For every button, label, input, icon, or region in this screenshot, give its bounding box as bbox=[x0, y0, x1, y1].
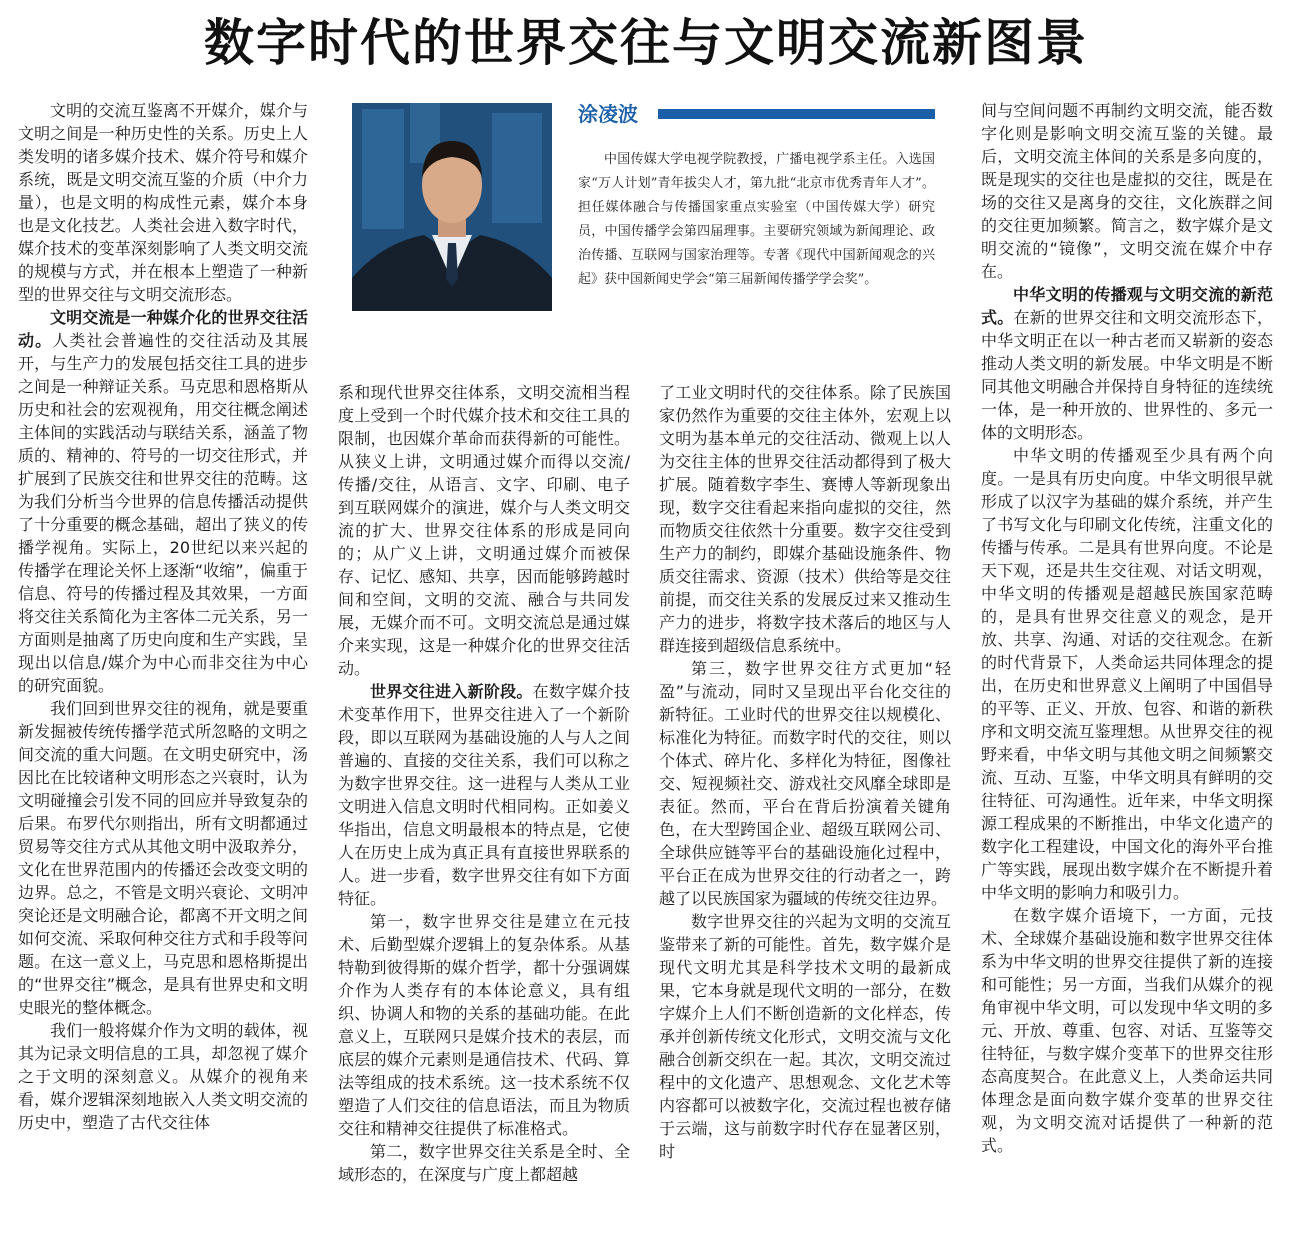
author-name-rule bbox=[658, 109, 935, 119]
paragraph bbox=[338, 680, 630, 910]
author-bio: 中国传媒大学电视学院教授，广播电视学系主任。入选国家“万人计划”青年拔尖人才，第九批“北京市优秀青年人才”。担任媒体融合与传播国家重点实验室（中国传媒大学）研究员，中国传播学会第四届理事。主要研究领域为新闻理论、政治传播、互联网与国家治理等。专著《现代中国新闻观念的兴起》获中国新闻史学会“第三届新闻传播学学会奖”。 bbox=[578, 152, 935, 287]
paragraph: 系和现代世界交往体系，文明交流相当程度上受到一个时代媒介技术和交往工具的限制，也因媒介革命而获得新的可能性。从狭义上讲，文明通过媒介而得以交流/传播/交往，从语言、文字、印刷、电子到互联网媒介的演进，媒介与人类文明交流的扩大、世界交往体系的形成是同向的；从广义上讲，文明通过媒介而被保存、记忆、感知、共享，因而能够跨越时间和空间，文明的交流、融合与共同发展，无媒介而不可。文明交流总是通过媒介来实现，这是一种媒介化的世界交往活动。 bbox=[338, 383, 630, 678]
article-column-4 bbox=[981, 99, 1273, 1239]
paragraph-text: 在数字媒介技术变革作用下，世界交往进入了一个新阶段，即以互联网为基础设施的人与人之间普遍的、直接的交往关系，我们可以称之为数字世界交往。这一进程与人类从工业文明进入信息文明时代相同构。正如姜义华指出，信息文明最根本的特点是，它使人在历史上成为真正具有直接世界联系的人。进一步看，数字世界交往有如下方面特征。 bbox=[338, 682, 630, 908]
paragraph: 第一，数字世界交往是建立在元技术、后勤型媒介逻辑上的复杂体系。从基特勒到彼得斯的媒介哲学，都十分强调媒介作为人类存有的本体论意义，具有组织、协调人和物的关系的基础功能。在此意义上，互联网只是媒介技术的表层，而底层的媒介元素则是通信技术、代码、算法等组成的技术系统。这一技术系统不仅塑造了人们交往的信息语法，而且为物质交往和精神交往提供了标准格式。 bbox=[338, 912, 630, 1138]
author-name: 涂凌波 bbox=[578, 102, 638, 126]
section-heading: 世界交往进入新阶段。 bbox=[370, 682, 533, 701]
paragraph: 间与空间问题不再制约文明交流，能否数字化则是影响文明交流互鉴的关键。最后，文明交流主体间的关系是多向度的，既是现实的交往也是虚拟的交往，既是在场的交往又是离身的交往，文化族群之间的交往更加频繁。简言之，数字媒介是文明交流的“镜像”，文明交流在媒介中存在。 bbox=[981, 101, 1273, 281]
paragraph: 中华文明的传播观至少具有两个向度。一是具有历史向度。中华文明很早就形成了以汉字为基础的媒介系统，并产生了书写文化与印刷文化传统，注重文化的传播与传承。二是具有世界向度。不论是天下观，还是共生交往观、对话文明观，中华文明的传播观是超越民族国家范畴的，是具有世界交往意义的观念，是开放、共享、沟通、对话的交往观念。在新的时代背景下，人类命运共同体理念的提出，在历史和世界意义上阐明了中国倡导的平等、正义、开放、包容、和谐的新秩序和文明交流互鉴理想。从世界交往的视野来看，中华文明与其他文明之间频繁交流、互动、互鉴，中华文明具有鲜明的交往特征、可沟通性。近年来，中华文明探源工程成果的不断推出，中华文化遗产的数字化工程建设，中国文化的海外平台推广等实践，展现出数字媒介在不断提升着中华文明的影响力和吸引力。 bbox=[981, 446, 1273, 902]
paragraph-text: 在新的世界交往和文明交流形态下，中华文明正在以一种古老而又崭新的姿态推动人类文明的新发展。中华文明是不断同其他文明融合并保持自身特征的连续统一体，是一种开放的、世界性的、多元一体的文明形态。 bbox=[981, 308, 1273, 442]
paragraph bbox=[981, 283, 1273, 444]
paragraph-text: 人类社会普遍性的交往活动及其展开，与生产力的发展包括交往工具的进步之间是一种辩证关系。马克思和恩格斯从历史和社会的宏观视角，用交往概念阐述主体间的实践活动与联结关系，涵盖了物质的、精神的、符号的一切交往形式，并扩展到了民族交往和世界交往的范畴。这为我们分析当今世界的信息传播活动提供了十分重要的概念基础，超出了狭义的传播学视角。实际上，20世纪以来兴起的传播学在理论关怀上逐渐“收缩”，偏重于信息、符号的传播过程及其效果，一方面将交往关系简化为主客体二元关系，另一方面则是抽离了历史向度和生产实践，呈现出以信息/媒介为中心而非交往为中心的研究面貌。 bbox=[18, 331, 308, 695]
article-column-1 bbox=[18, 99, 308, 1239]
paragraph bbox=[18, 306, 308, 697]
paragraph: 文明的交流互鉴离不开媒介，媒介与文明之间是一种历史性的关系。历史上人类发明的诸多媒介技术、媒介符号和媒介系统，既是文明交流互鉴的介质（中介力量），也是文明的构成性元素，媒介本身也是文化技艺。人类社会进入数字时代，媒介技术的变革深刻影响了人类文明交流的规模与方式，并在根本上塑造了一种新型的世界交往与文明交流形态。 bbox=[18, 101, 308, 304]
paragraph: 第二，数字世界交往关系是全时、全域形态的，在深度与广度上都超越 bbox=[338, 1142, 630, 1184]
section-heading: 文明交流是一种媒介化的世界交往活动。 bbox=[18, 308, 308, 350]
paragraph: 我们回到世界交往的视角，就是要重新发掘被传统传播学范式所忽略的文明之间交流的重大问题。在文明史研究中，汤因比在比较诸种文明形态之兴衰时，认为文明碰撞会引发不同的回应并导致复杂的后果。布罗代尔则指出，所有文明都通过贸易等交往方式从其他文明中汲取养分，文化在世界范围内的传播还会改变文明的边界。总之，不管是文明兴衰论、文明冲突论还是文明融合论，都离不开文明之间如何交流、采取何种交往方式和手段等问题。在这一意义上，马克思和恩格斯提出的“世界交往”概念，是具有世界史和文明史眼光的整体概念。 bbox=[18, 699, 308, 1017]
paragraph: 第三，数字世界交往方式更加“轻盈”与流动，同时又呈现出平台化交往的新特征。工业时代的世界交往以规模化、标准化为特征。而数字时代的交往，则以个体式、碎片化、多样化为特征，图像社交、短视频社交、游戏社交风靡全球即是表征。然而，平台在背后扮演着关键角色，在大型跨国企业、超级互联网公司、全球供应链等平台的基础设施化过程中，平台正在成为世界交往的行动者之一，跨越了以民族国家为疆域的传统交往边界。 bbox=[659, 659, 951, 908]
article-title: 数字时代的世界交往与文明交流新图景 bbox=[204, 14, 1088, 72]
author-photo bbox=[352, 103, 552, 311]
author-portrait-image bbox=[352, 103, 552, 311]
paragraph: 我们一般将媒介作为文明的载体，视其为记录文明信息的工具，却忽视了媒介之于文明的深刻意义。从媒介的视角来看，媒介逻辑深刻地嵌入人类文明交流的历史中，塑造了古代交往体 bbox=[18, 1021, 308, 1132]
paragraph: 数字世界交往的兴起为文明的交流互鉴带来了新的可能性。首先，数字媒介是现代文明尤其是科学技术文明的最新成果，它本身就是现代文明的一部分，在数字媒介上人们不断创造新的文化样态，传承并创新传统文化形式，文明交流与文化融合创新交织在一起。其次，文明交流过程中的文化遗产、思想观念、文化艺术等内容都可以被数字化，交流过程也被存储于云端，这与前数字时代存在显著区别，时 bbox=[659, 912, 951, 1161]
article-column-3 bbox=[659, 381, 951, 1239]
paragraph: 了工业文明时代的交往体系。除了民族国家仍然作为重要的交往主体外，宏观上以文明为基本单元的交往活动、微观上以人为交往主体的世界交往活动都得到了极大扩展。随着数字李生、赛博人等新现象出现，数字交往看起来指向虚拟的交往，然而物质交往依然十分重要。数字交往受到生产力的制约，即媒介基础设施条件、物质交往需求、资源（技术）供给等是交往前提，而交往关系的发展反过来又推动生产力的进步，将数字技术落后的地区与人群连接到超级信息系统中。 bbox=[659, 383, 951, 655]
section-heading: 中华文明的传播观与文明交流的新范式。 bbox=[981, 285, 1273, 327]
paragraph: 在数字媒介语境下，一方面，元技术、全球媒介基础设施和数字世界交往体系为中华文明的世界交往提供了新的连接和可能性；另一方面，当我们从媒介的视角审视中华文明，可以发现中华文明的多元、开放、尊重、包容、对话、互鉴等交往特征，与数字媒介变革下的世界交往形态高度契合。在此意义上，人类命运共同体理念是面向数字媒介变革的世界交往观，为文明交流对话提供了一种新的范式。 bbox=[981, 906, 1273, 1155]
article-column-2 bbox=[338, 381, 630, 1239]
